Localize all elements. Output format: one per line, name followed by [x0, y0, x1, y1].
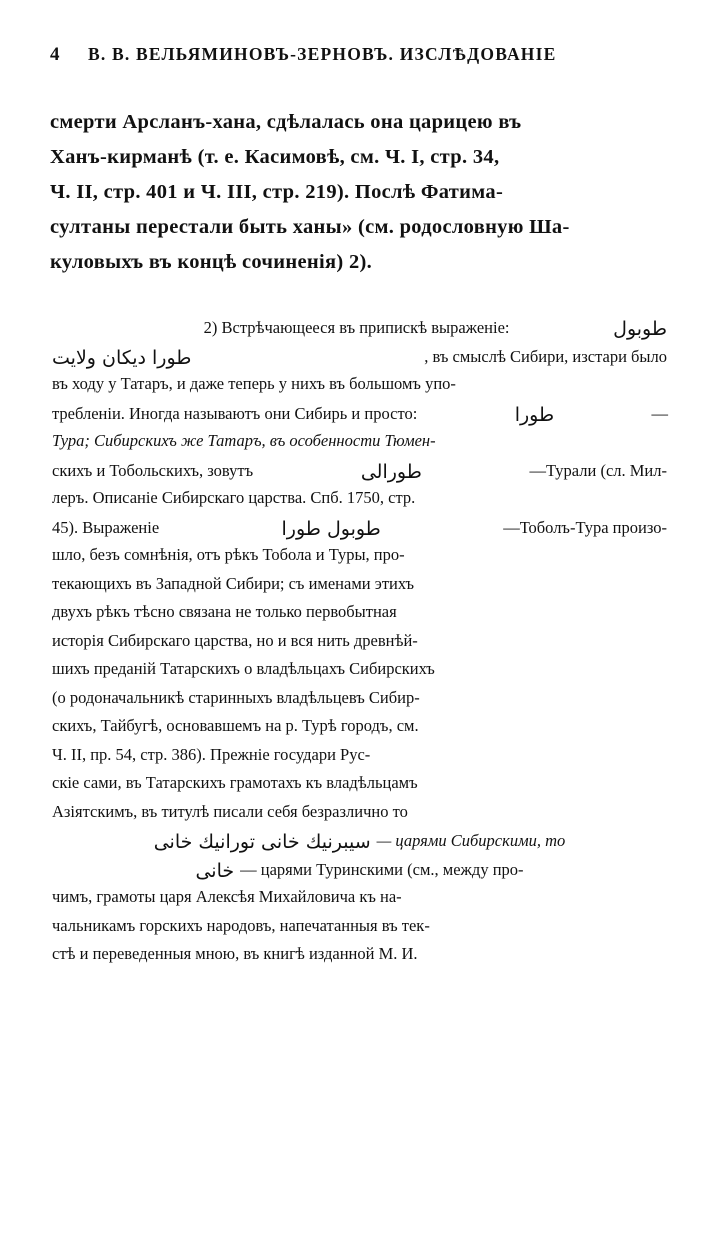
main-text-line: [50, 140, 670, 175]
main-text-block: [50, 105, 670, 280]
footnote-text: исторія Сибирскаго царства, но и вся нить древнѣй-: [52, 630, 418, 650]
footnote-line: [52, 456, 667, 485]
footnote-line: [52, 598, 667, 627]
footnote-line: [52, 798, 667, 827]
footnote-text: —Турали (сл. Мил-: [529, 460, 667, 480]
main-text-line-content: куловыхъ въ концѣ сочиненія) 2).: [50, 251, 373, 273]
footnote-text: скіе сами, въ Татарскихъ грамотахъ къ владѣльцамъ: [52, 773, 418, 792]
main-text-line-content: смерти Арсланъ-хана, сдѣлалась она царицею въ: [50, 111, 522, 133]
footnote-text: Азіятскимъ, въ титулѣ писали себя безразлично то: [52, 801, 408, 821]
footnote-text: требленіи. Иногда называютъ они Сибирь и просто:: [52, 403, 418, 423]
footnote-text: леръ. Описаніе Сибирскаго царства. Спб. 1750, стр.: [52, 488, 416, 507]
main-text-line: [50, 210, 670, 245]
footnote-line: [52, 313, 667, 342]
footnote-text: скихъ, Тайбугѣ, основавшемъ на р. Турѣ городъ, см.: [52, 716, 419, 735]
footnote-line: [52, 427, 667, 456]
footnote-line: [52, 570, 667, 599]
footnote-line: [52, 826, 667, 855]
footnote-text: шихъ преданій Татарскихъ о владѣльцахъ Сибирскихъ: [52, 659, 435, 678]
footnote-text: двухъ рѣкъ тѣсно связана не только первобытная: [52, 602, 397, 621]
footnote-text: — царями Туринскими (см., между про-: [240, 859, 524, 879]
footnote-text: , въ смыслѣ Сибири, изстари было: [424, 346, 667, 366]
footnote-text: скихъ и Тобольскихъ, зовутъ: [52, 460, 254, 480]
footnote-line: [52, 855, 667, 884]
main-text-line: [50, 245, 670, 280]
footnote-text: — царями Сибирскими, то: [376, 831, 566, 850]
footnote-line: [52, 940, 667, 969]
arabic-phrase: خانى: [195, 859, 235, 882]
main-text-line-content: султаны перестали быть ханы» (см. родословную Ша-: [50, 216, 570, 238]
footnote-line: [52, 513, 667, 542]
footnote-line: [52, 741, 667, 770]
arabic-phrase: سيبرنيك خانى: [261, 831, 371, 853]
footnote-line: [52, 370, 667, 399]
footnote-text: чальникамъ горскихъ народовъ, напечатанныя въ тек-: [52, 915, 430, 935]
footnote-text: 45). Выраженіе: [52, 517, 160, 537]
arabic-phrase: تورانيك خانى: [153, 831, 256, 853]
main-text-line: [50, 175, 670, 210]
page-number: 4: [50, 44, 60, 65]
footnote-text: —Тоболъ-Тура произо-: [503, 517, 667, 537]
footnote-dash: —: [651, 403, 667, 423]
footnote-line: [52, 912, 667, 941]
footnote-line: [52, 541, 667, 570]
footnote-text: Ч. II, пр. 54, стр. 386). Прежніе государи Рус-: [52, 744, 371, 764]
main-text-line-content: Ч. II, стр. 401 и Ч. III, стр. 219). Послѣ Фатима-: [50, 181, 504, 203]
arabic-phrase: طوبول: [613, 318, 667, 340]
running-head: [50, 44, 669, 66]
footnote-text: 2) Встрѣчающееся въ припискѣ выраженіе:: [203, 318, 510, 337]
footnote-text: стѣ и переведенныя мною, въ книгѣ изданной М. И.: [52, 944, 418, 963]
footnote-text: въ ходу у Татаръ, и даже теперь у нихъ въ большомъ упо-: [52, 374, 456, 393]
footnote-text: текающихъ въ Западной Сибири; съ именами этихъ: [52, 573, 415, 593]
arabic-phrase: طورا ديكان ولايت: [52, 346, 192, 369]
footnote-text: шло, безъ сомнѣнія, отъ рѣкъ Тобола и Туры, про-: [52, 545, 405, 564]
footnote-line: [52, 655, 667, 684]
main-text-line: [50, 105, 670, 140]
footnote-line: [52, 342, 667, 371]
footnote-text: Тура; Сибирскихъ же Татаръ, въ особенности Тюмен-: [52, 431, 436, 450]
footnote-line: [52, 684, 667, 713]
arabic-phrase: طورا: [514, 403, 555, 426]
footnote-line: [52, 883, 667, 912]
footnote-line: [52, 712, 667, 741]
running-head-title: В. В. ВЕЛЬЯМИНОВЪ-ЗЕРНОВЪ. ИЗСЛѢДОВАНIE: [88, 44, 557, 64]
arabic-phrase: طوبول طورا: [281, 517, 381, 540]
footnote-text: чимъ, грамоты царя Алексѣя Михайловича къ на-: [52, 887, 402, 906]
footnote-block: [52, 313, 667, 969]
main-text-line-content: Ханъ-кирманѣ (т. е. Касимовѣ, см. Ч. I, стр. 34,: [50, 146, 500, 168]
footnote-line: [52, 399, 667, 428]
footnote-line: [52, 627, 667, 656]
arabic-phrase: طورالى: [360, 460, 422, 483]
footnote-text: (о родоначальникѣ старинныхъ владѣльцевъ Сибир-: [52, 687, 420, 707]
footnote-line: [52, 769, 667, 798]
footnote-line: [52, 484, 667, 513]
